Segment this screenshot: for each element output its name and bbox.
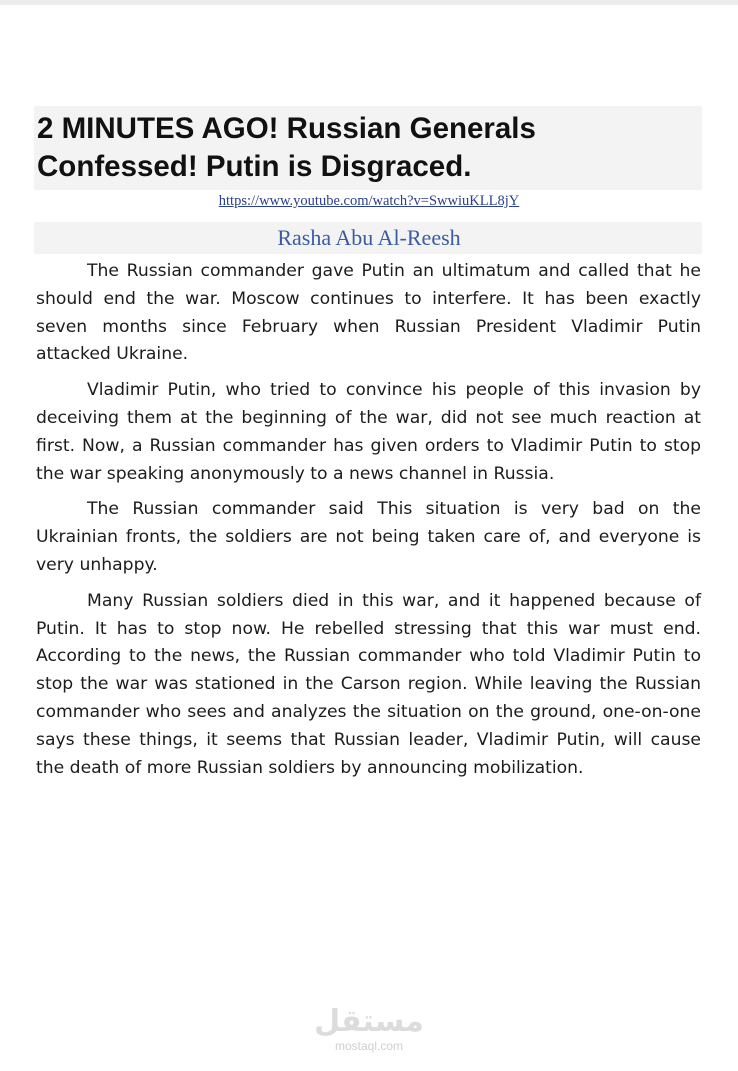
article-body [36, 258, 701, 790]
source-link[interactable]: https://www.youtube.com/watch?v=SwwiuKLL8jY [218, 193, 520, 209]
paragraph: The Russian commander gave Putin an ultimatum and called that he should end the war. Moscow continues to interfere. It has been exactly seven months since February when Russian President Vladimir Putin attacked Ukraine. [36, 261, 701, 365]
author-name: Rasha Abu Al-Reesh [277, 225, 461, 250]
article-title: 2 MINUTES AGO! Russian Generals Confessed! Putin is Disgraced. [37, 112, 536, 183]
paragraph: Vladimir Putin, who tried to convince his people of this invasion by deceiving them at the beginning of the war, did not see much reaction at first. Now, a Russian commander has given orders to Vladimir Putin to stop the war speaking anonymously to a news channel in Russia. [36, 380, 701, 484]
paragraph: Many Russian soldiers died in this war, and it happened because of Putin. It has to stop now. He rebelled stressing that this war must end. According to the news, the Russian commander who told Vladimir Putin to stop the war was stationed in the Carson region. While leaving the Russian commander who sees and analyzes the situation on the ground, one-on-one says these things, it seems that Russian leader, Vladimir Putin, will cause the death of more Russian soldiers by announcing mobilization. [36, 590, 701, 778]
top-border-strip [0, 0, 738, 5]
watermark-logo: مستقل [314, 1004, 424, 1039]
watermark-domain: mostaql.com [334, 1039, 404, 1053]
mostaql-watermark [306, 1005, 432, 1053]
paragraph: The Russian commander said This situation is very bad on the Ukrainian fronts, the soldiers are not being taken care of, and everyone is very unhappy. [36, 499, 701, 575]
